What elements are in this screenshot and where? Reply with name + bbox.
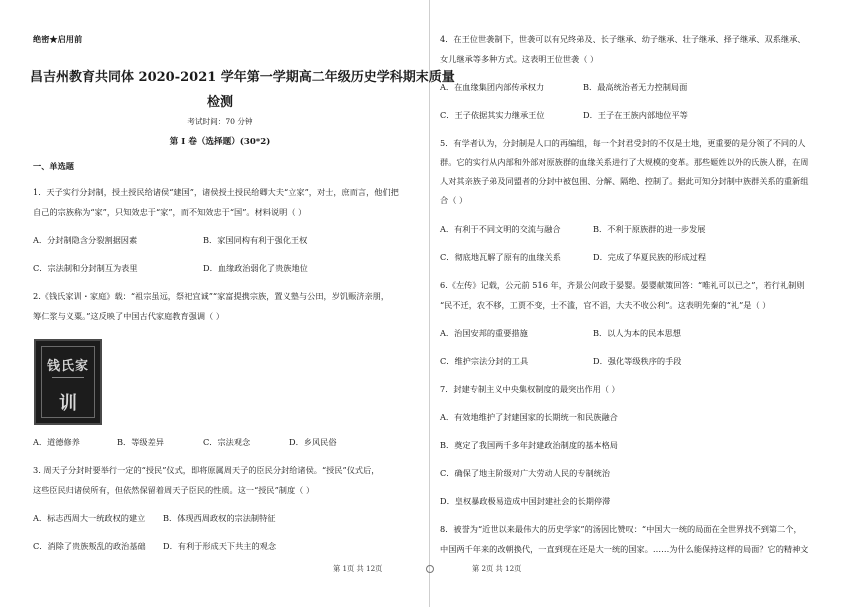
qian-family-motto-image	[34, 339, 102, 425]
q1-stem-line1: 1．天子实行分封制，授土授民给诸侯“建国”，诸侯授土授民给卿大夫“立家”，对士，庶而言，他们把	[33, 187, 399, 197]
q4-stem-line1: 4．在王位世袭制下，世袭可以有兄终弟及、长子继承、幼子继承、壮子继承、择子继承、双系继承、	[440, 34, 806, 44]
q1-stem-line2: 自己的宗族称为“家”，只知效忠于“家”，而不知效忠于“国”。材料说明（ ）	[33, 207, 307, 217]
q1-option-b: B．家国同构有利于强化王权	[203, 235, 308, 245]
section-heading: 一、单选题	[33, 161, 74, 171]
q4-option-d: D．王子在王族内部地位平等	[583, 110, 688, 120]
image-calligraphy-top: 钱氏家	[46, 359, 89, 374]
q7-option-d: D．皇权暴政极易造成中国封建社会的长期停滞	[440, 496, 611, 506]
q2-option-a: A．道德修养	[33, 437, 80, 447]
q2-stem-line1: 2.《钱氏家训・家庭》载：“祖宗虽远，祭祀宜诚”“家富提携宗族，置义塾与公田，岁饥赈济亲朋，	[33, 291, 390, 301]
part-heading: 第 I 卷（选择题）(30*2)	[169, 137, 271, 147]
q7-option-a: A．有效地维护了封建国家的长期统一和民族融合	[440, 412, 618, 422]
q6-stem-line1: 6.《左传》记载，公元前 516 年，齐景公问政于晏婴。晏婴献策回答：“唯礼可以已之”，若行礼制则	[440, 280, 805, 290]
right-page	[430, 0, 860, 607]
q3-option-b: B．体现西周政权的宗法制特征	[163, 513, 276, 523]
q6-option-b: B．以人为本的民本思想	[593, 328, 681, 338]
q3-stem-line1: 3. 周天子分封时要举行一定的“授民”仪式，即将原属周天子的臣民分封给诸侯。“授民”仪式后，	[33, 465, 380, 475]
q6-stem-line2: “民不迁，农不移，工贾不变，士不滥，官不滔，大夫不收公利”。这表明先秦的“礼”是（ ）	[440, 300, 771, 310]
q2-option-c: C．宗法观念	[203, 437, 251, 447]
page-number-left: 第 1页 共 12页	[333, 564, 383, 573]
q3-option-a: A．标志西周大一统政权的建立	[33, 513, 146, 523]
q1-option-c: C．宗法制和分封制互为表里	[33, 263, 138, 273]
image-calligraphy-bottom: 训	[59, 393, 77, 414]
q7-option-c: C．确保了地主阶级对广大劳动人民的专制统治	[440, 468, 611, 478]
q5-option-b: B．不利于原族群的进一步发展	[593, 224, 706, 234]
q5-stem-line3: 人对其亲族子弟及同盟者的分封中被包围、分解、隔绝、控制了。据此可知分封制中族群关系的重新组	[440, 176, 809, 186]
image-rule	[52, 377, 84, 378]
page-number-right: 第 2页 共 12页	[472, 564, 522, 573]
q8-stem-line2: 中国两千年来的改朝换代，一直到现在还是大一统的国家。……为什么能保持这样的局面？它的精神文	[440, 544, 809, 554]
q4-option-c: C．王子依据其实力继承王位	[440, 110, 545, 120]
q3-option-d: D．有利于形成天下共主的观念	[163, 541, 277, 551]
q6-option-d: D．强化等级秩序的手段	[593, 356, 682, 366]
q5-stem-line4: 合（ ）	[440, 195, 468, 205]
q3-option-c: C．消除了贵族叛乱的政治基础	[33, 541, 146, 551]
confidential-mark: 绝密★启用前	[33, 34, 83, 44]
q4-option-b: B．最高统治者无力控制局面	[583, 82, 688, 92]
q3-stem-line2: 这些臣民归诸侯所有，但依然保留着周天子臣民的性质。这一“授民”制度（ ）	[33, 485, 315, 495]
q4-stem-line2: 女儿继承等多种方式。这表明王位世袭（ ）	[440, 54, 599, 64]
q2-option-d: D．乡风民俗	[289, 437, 337, 447]
exam-title-line2: 检测	[206, 95, 233, 110]
exam-time: 考试时间：70 分钟	[187, 117, 253, 126]
q6-option-c: C．维护宗法分封的工具	[440, 356, 529, 366]
q2-stem-line2: 筹仁浆与义粟。”这反映了中国古代家庭教育强调（ ）	[33, 311, 225, 321]
exam-title-line1: 昌吉州教育共同体 2020-2021 学年第一学期高二年级历史学科期末质量	[30, 70, 455, 85]
q5-option-d: D．完成了华夏民族的形成过程	[593, 252, 707, 262]
q1-option-a: A．分封制隐含分裂割据因素	[33, 235, 138, 245]
q5-option-a: A．有利于不同文明的交流与融合	[440, 224, 561, 234]
q1-option-d: D．血缘政治弱化了贵族地位	[203, 263, 308, 273]
q6-option-a: A．治国安邦的重要措施	[440, 328, 528, 338]
q8-stem-line1: 8．被誉为“近世以来最伟大的历史学家”的汤因比赞叹：“中国大一统的局面在全世界找不到第二个，	[440, 524, 802, 534]
q5-stem-line2: 群。它的实行从内部和外部对原族群的血缘关系进行了大规模的变革。那些姬姓以外的氏族人群，在周	[440, 157, 809, 167]
q2-option-b: B．等级差异	[117, 437, 164, 447]
q7-option-b: B．奠定了我国两千多年封建政治制度的基本格局	[440, 440, 618, 450]
q7-stem: 7．封建专制主义中央集权制度的最突出作用（ ）	[440, 384, 620, 394]
q5-option-c: C．彻底地瓦解了原有的血缘关系	[440, 252, 561, 262]
q4-option-a: A．在血缘集团内部传承权力	[440, 82, 545, 92]
q5-stem-line1: 5．有学者认为，分封制是人口的再编组，每一个封君受封的不仅是土地，更重要的是分领了不同的人	[440, 138, 806, 148]
